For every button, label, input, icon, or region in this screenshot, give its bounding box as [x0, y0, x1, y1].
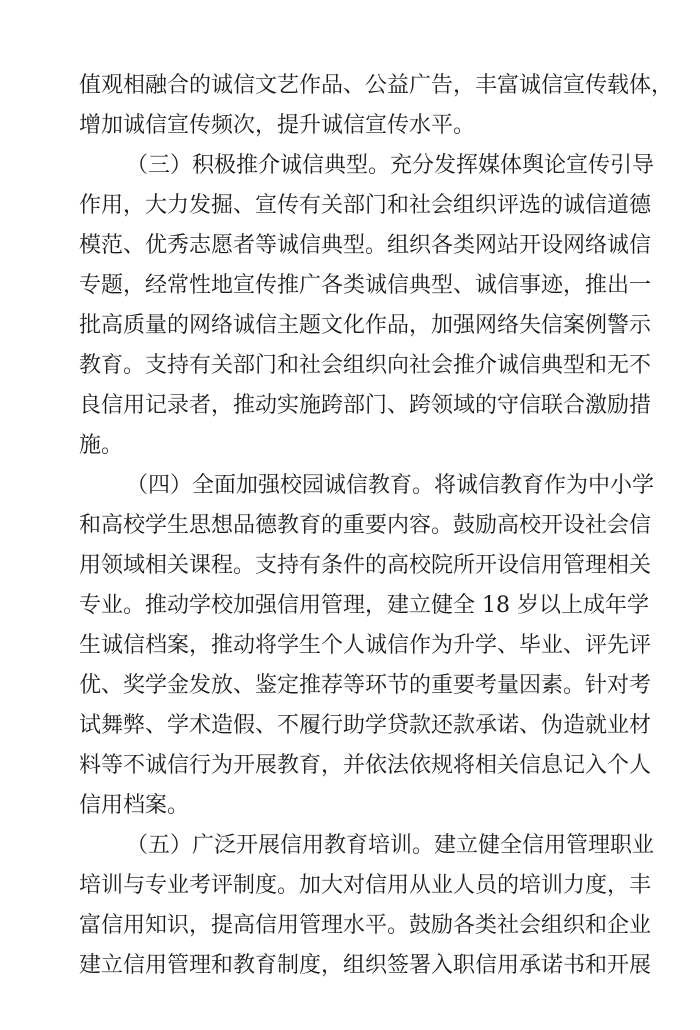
text-line: 优、奖学金发放、鉴定推荐等环节的重要考量因素。针对考	[79, 673, 652, 698]
section-heading-line: （三）积极推介诚信典型。充分发挥媒体舆论宣传引导	[126, 153, 655, 178]
text-line: 培训与专业考评制度。加大对信用从业人员的培训力度，丰	[79, 873, 652, 898]
text-line: 教育。支持有关部门和社会组织向社会推介诚信典型和无不	[79, 353, 652, 378]
text-line: 和高校学生思想品德教育的重要内容。鼓励高校开设社会信	[79, 513, 652, 538]
text-line: 作用，大力发掘、宣传有关部门和社会组织评选的诚信道德	[79, 193, 652, 218]
text-line: 批高质量的网络诚信主题文化作品，加强网络失信案例警示	[79, 313, 652, 338]
text-line: 施。	[79, 433, 124, 458]
text-line: 生诚信档案，推动将学生个人诚信作为升学、毕业、评先评	[79, 633, 652, 658]
section-heading-line: （四）全面加强校园诚信教育。将诚信教育作为中小学	[126, 473, 655, 498]
text-line: 良信用记录者，推动实施跨部门、跨领域的守信联合激励措	[79, 393, 652, 418]
section-heading-line: （五）广泛开展信用教育培训。建立健全信用管理职业	[126, 833, 655, 858]
text-line: 模范、优秀志愿者等诚信典型。组织各类网站开设网络诚信	[79, 233, 652, 258]
text-line: 信用档案。	[79, 793, 190, 818]
text-line: 料等不诚信行为开展教育，并依法依规将相关信息记入个人	[79, 753, 652, 778]
text-line: 富信用知识，提高信用管理水平。鼓励各类社会组织和企业	[79, 913, 652, 938]
text-line: 专业。推动学校加强信用管理，建立健全 18 岁以上成年学	[79, 593, 649, 618]
text-line: 专题，经常性地宣传推广各类诚信典型、诚信事迹，推出一	[79, 273, 652, 298]
text-line: 建立信用管理和教育制度，组织签署入职信用承诺书和开展	[79, 953, 652, 978]
text-line: 试舞弊、学术造假、不履行助学贷款还款承诺、伪造就业材	[79, 713, 652, 738]
text-line: 值观相融合的诚信文艺作品、公益广告，丰富诚信宣传载体，	[79, 73, 674, 98]
text-line: 用领域相关课程。支持有条件的高校院所开设信用管理相关	[79, 553, 652, 578]
text-line: 增加诚信宣传频次，提升诚信宣传水平。	[79, 113, 476, 138]
